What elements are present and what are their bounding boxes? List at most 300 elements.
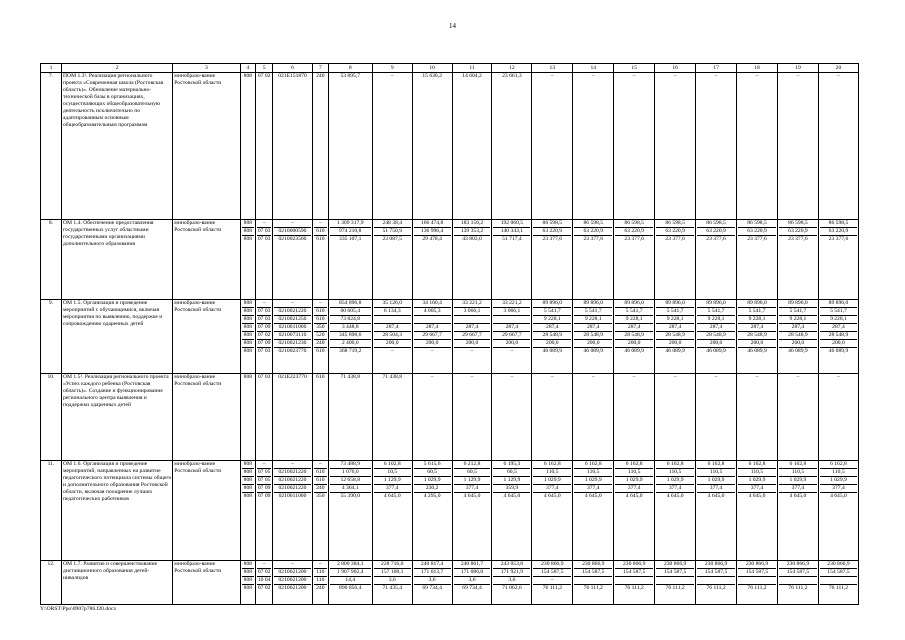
value-cell xyxy=(492,461,532,561)
value: 4 645,0 xyxy=(615,492,653,500)
value: 610 xyxy=(314,347,327,355)
value: 6 162,8 xyxy=(584,461,602,467)
value: 9 228,1 xyxy=(738,315,776,323)
value: 60,5 xyxy=(414,468,451,476)
value: 183 156,2 xyxy=(460,220,484,226)
value: 6 162,8 xyxy=(666,461,684,467)
value: 76 111,2 xyxy=(574,584,612,592)
value-cell xyxy=(614,300,655,374)
value: 10,5 xyxy=(374,468,411,476)
value: 610 xyxy=(314,476,327,484)
value xyxy=(779,576,817,584)
value: 9 228,1 xyxy=(533,315,571,323)
value xyxy=(656,576,694,584)
value: 4 005,3 xyxy=(414,307,451,315)
value: 63 220,9 xyxy=(656,227,694,235)
value: 240 xyxy=(314,584,327,592)
value: 63 220,9 xyxy=(574,227,612,235)
value: – xyxy=(454,347,491,355)
value: 021E151870 xyxy=(278,73,307,79)
value-cell xyxy=(240,220,256,300)
value: 808 xyxy=(243,220,253,226)
value-cell xyxy=(240,300,256,374)
column-number: 7 xyxy=(312,64,328,73)
value: 0210021200 xyxy=(274,576,311,584)
value: 15 630,2 xyxy=(422,73,442,79)
value: 69 734,4 xyxy=(414,584,451,592)
value-cell xyxy=(696,220,737,300)
value: 240 xyxy=(314,339,327,347)
value: – xyxy=(837,374,840,380)
value xyxy=(820,576,857,584)
value-cell xyxy=(655,220,696,300)
value: 021E223770 xyxy=(278,374,307,380)
value-cell xyxy=(273,561,313,605)
value: 35 126,0 xyxy=(382,300,403,306)
value: 1 029,9 xyxy=(820,476,857,484)
value: 287,4 xyxy=(656,323,694,331)
value: 28 548,9 xyxy=(697,331,735,339)
value-cell xyxy=(412,561,452,605)
value: 5 541,7 xyxy=(615,307,653,315)
value: 1 029,9 xyxy=(533,476,571,484)
value: 154 587,5 xyxy=(615,568,653,576)
value: 2 800 384,1 xyxy=(336,561,364,567)
column-number: 16 xyxy=(655,64,696,73)
value: 1 309 317,9 xyxy=(336,220,364,226)
value: 0210021200 xyxy=(274,584,311,592)
value: 287,4 xyxy=(615,323,653,331)
value-cell xyxy=(312,73,328,220)
value: 55 390,0 xyxy=(330,492,371,500)
value-cell xyxy=(818,561,858,605)
value: 808 xyxy=(242,323,255,331)
value: 287,4 xyxy=(374,323,411,331)
value: 5 541,7 xyxy=(779,307,817,315)
row-number: 12. xyxy=(41,561,62,605)
value: 230 866,9 xyxy=(745,561,769,567)
value: 808 xyxy=(242,347,255,355)
column-number: 5 xyxy=(256,64,273,73)
value: 808 xyxy=(242,235,255,243)
value: 46 089,9 xyxy=(820,347,857,355)
value: 200,0 xyxy=(779,339,817,347)
value: 1 129,9 xyxy=(374,476,411,484)
value: – xyxy=(262,220,266,226)
value: 89 896,0 xyxy=(788,300,808,306)
value: 28 548,9 xyxy=(533,331,571,339)
value: 5 541,7 xyxy=(574,307,612,315)
value: 71 438,8 xyxy=(340,374,361,380)
value-cell xyxy=(737,73,778,220)
value: 1 907 902,4 xyxy=(330,568,371,576)
value: 73 488,9 xyxy=(340,461,361,467)
value: 5 541,7 xyxy=(656,307,694,315)
value: 110,5 xyxy=(574,468,612,476)
table-row xyxy=(41,461,859,561)
value: 07 03 xyxy=(257,348,271,354)
value: 4 645,0 xyxy=(454,492,491,500)
value: 4 645,0 xyxy=(574,492,612,500)
value-cell xyxy=(256,73,273,220)
value-cell xyxy=(312,561,328,605)
value: 230 866,9 xyxy=(786,561,810,567)
value: 6 212,8 xyxy=(463,461,481,467)
value: 157 108,1 xyxy=(374,568,411,576)
value: 243 053,8 xyxy=(500,561,524,567)
value: 200,0 xyxy=(574,339,612,347)
value: 51 717,4 xyxy=(493,235,530,243)
value: 200,0 xyxy=(656,339,694,347)
value-cell xyxy=(328,73,372,220)
value: 377,4 xyxy=(738,484,776,492)
value: 287,4 xyxy=(414,323,451,331)
value: 60,5 xyxy=(454,468,491,476)
value: 377,4 xyxy=(454,484,491,492)
table-row xyxy=(41,561,859,605)
value: 07 03 xyxy=(257,374,271,380)
value-cell xyxy=(532,300,573,374)
value: 287,4 xyxy=(454,323,491,331)
value-cell xyxy=(696,374,737,461)
column-number: 14 xyxy=(573,64,614,73)
value-cell xyxy=(655,461,696,561)
value: – xyxy=(796,374,800,380)
value: 6 102,8 xyxy=(383,461,401,467)
value: 350 xyxy=(314,492,327,500)
value-cell xyxy=(412,461,452,561)
value: 230 866,9 xyxy=(582,561,605,567)
value: 808 xyxy=(242,227,255,235)
value: – xyxy=(262,300,266,306)
file-path-footer: Y:\ORST\Ppo\0907p786.f20.docx xyxy=(40,606,117,612)
value: 76 111,2 xyxy=(656,584,694,592)
value-cell xyxy=(240,374,256,461)
value: 1 129,9 xyxy=(454,476,491,484)
value-cell xyxy=(532,73,573,220)
value-cell xyxy=(573,220,614,300)
value: 200,0 xyxy=(454,339,491,347)
value-cell xyxy=(696,300,737,374)
value: 53 895,7 xyxy=(340,73,361,79)
value: 1 029,9 xyxy=(574,476,612,484)
value: 154 587,5 xyxy=(738,568,776,576)
value: 4 295,0 xyxy=(414,492,451,500)
value: 230 866,9 xyxy=(623,561,646,567)
value: 3 066,1 xyxy=(454,307,491,315)
value: 200,0 xyxy=(738,339,776,347)
value-cell xyxy=(312,300,328,374)
value-cell xyxy=(532,461,573,561)
value-cell xyxy=(573,73,614,220)
value: 1 076,0 xyxy=(330,468,371,476)
value: 5 541,7 xyxy=(738,307,776,315)
value: 287,4 xyxy=(779,323,817,331)
value: 171 921,9 xyxy=(493,568,530,576)
value-cell xyxy=(655,561,696,605)
value: 808 xyxy=(242,331,255,339)
value: 23 377,6 xyxy=(533,235,571,243)
value-cell xyxy=(372,374,412,461)
value-cell xyxy=(372,220,412,300)
value: 377,4 xyxy=(574,484,612,492)
value-cell xyxy=(452,374,492,461)
value: 230 866,9 xyxy=(704,561,728,567)
value: 63 220,9 xyxy=(697,227,735,235)
value: 0210021220 xyxy=(274,484,311,492)
value: 76 111,2 xyxy=(820,584,857,592)
value-cell xyxy=(452,461,492,561)
value: 12 658,8 xyxy=(330,476,371,484)
value-cell xyxy=(614,220,655,300)
value-cell xyxy=(240,561,256,605)
value-cell xyxy=(412,73,452,220)
value: 230 866,9 xyxy=(541,561,564,567)
value: 89 896,0 xyxy=(624,300,644,306)
value: 200,0 xyxy=(615,339,653,347)
value: 3 066,1 xyxy=(493,307,530,315)
value-cell xyxy=(777,73,818,220)
value-cell xyxy=(818,73,858,220)
value: 200,0 xyxy=(374,339,411,347)
value xyxy=(615,576,653,584)
value: 4 645,0 xyxy=(493,492,530,500)
value-cell xyxy=(655,374,696,461)
value: 46 089,9 xyxy=(533,347,571,355)
value: 6 195,3 xyxy=(503,461,521,467)
value: 4 645,0 xyxy=(697,492,735,500)
value: 154 587,5 xyxy=(697,568,735,576)
executor: минобразо-вание Ростовской области xyxy=(173,300,240,374)
value: 0210073110 xyxy=(274,331,311,339)
value-cell xyxy=(655,73,696,220)
column-number: 2 xyxy=(62,64,173,73)
value-cell xyxy=(492,73,532,220)
column-number: 4 xyxy=(240,64,256,73)
value: 6 162,8 xyxy=(748,461,766,467)
value: 110 xyxy=(314,576,327,584)
value xyxy=(574,576,612,584)
value: 808 xyxy=(242,484,255,492)
value-cell xyxy=(452,220,492,300)
value: 23 377,6 xyxy=(574,235,612,243)
value-cell xyxy=(372,300,412,374)
value: 07 09 xyxy=(257,493,271,499)
value: 110,5 xyxy=(738,468,776,476)
column-number: 13 xyxy=(532,64,573,73)
column-number: 8 xyxy=(328,64,372,73)
value: 154 587,5 xyxy=(820,568,857,576)
value: 377,4 xyxy=(533,484,571,492)
value: 28 548,9 xyxy=(820,331,857,339)
value-cell xyxy=(372,461,412,561)
value: 3,6 xyxy=(493,576,530,584)
value: 1 129,9 xyxy=(493,476,530,484)
value: 28 548,9 xyxy=(779,331,817,339)
value-cell xyxy=(312,374,328,461)
table-row xyxy=(41,374,859,461)
table-row xyxy=(41,300,859,374)
value: 71 435,4 xyxy=(374,584,411,592)
column-number: 19 xyxy=(777,64,818,73)
value: 23 377,6 xyxy=(697,235,735,243)
value: 29 667,7 xyxy=(414,331,451,339)
value: 3,6 xyxy=(414,576,451,584)
value: 808 xyxy=(243,300,253,306)
value: 86 598,5 xyxy=(542,220,563,226)
value: 89 896,0 xyxy=(747,300,767,306)
value: 86 598,5 xyxy=(706,220,726,226)
value-cell xyxy=(532,561,573,605)
value: 200,0 xyxy=(697,339,735,347)
value: 287,4 xyxy=(574,323,612,331)
value: – xyxy=(262,461,266,467)
value-cell xyxy=(777,300,818,374)
value: 4 645,0 xyxy=(656,492,694,500)
value: – xyxy=(510,374,514,380)
value: 610 xyxy=(314,468,327,476)
measure-name: ОМ 1.4. Обеспечение предоставления государственных услуг областными государственными организациями дополнительного образования xyxy=(62,220,173,300)
value: 23 377,6 xyxy=(820,235,857,243)
value: 07 02 xyxy=(257,585,271,591)
value: 1 029,9 xyxy=(656,476,694,484)
value: 9 228,1 xyxy=(615,315,653,323)
value: – xyxy=(533,576,571,584)
value: – xyxy=(291,461,294,467)
value: 610 xyxy=(316,374,325,380)
value-cell xyxy=(492,561,532,605)
value: 2 400,0 xyxy=(330,339,371,347)
value: 63 220,9 xyxy=(820,227,857,235)
value: 46 089,9 xyxy=(697,347,735,355)
value-cell xyxy=(328,561,372,605)
value-cell xyxy=(273,374,313,461)
value: 4 364,1 xyxy=(330,484,371,492)
value: – xyxy=(291,220,294,226)
value: 86 598,5 xyxy=(788,220,808,226)
value: 86 598,5 xyxy=(828,220,849,226)
value: 07 09 xyxy=(257,485,271,491)
column-number: 3 xyxy=(173,64,240,73)
value: 610 xyxy=(314,315,327,323)
value: 76 111,2 xyxy=(615,584,653,592)
value-cell xyxy=(696,73,737,220)
table-row xyxy=(41,220,859,300)
value: 4 645,0 xyxy=(779,492,817,500)
value: 46 089,9 xyxy=(615,347,653,355)
column-number: 12 xyxy=(492,64,532,73)
value: 240 861,7 xyxy=(460,561,484,567)
value: – xyxy=(673,374,677,380)
value: 14 604,2 xyxy=(462,73,482,79)
value-cell xyxy=(256,220,273,300)
value: 110,5 xyxy=(533,468,571,476)
value: – xyxy=(318,220,322,226)
value: 1 029,9 xyxy=(615,476,653,484)
value: 29 478,4 xyxy=(414,235,451,243)
value: 240 817,4 xyxy=(420,561,444,567)
value: 6 162,8 xyxy=(543,461,561,467)
value: 89 896,0 xyxy=(583,300,604,306)
value: 808 xyxy=(243,374,253,380)
value-cell xyxy=(696,461,737,561)
value: 76 111,2 xyxy=(697,584,735,592)
value: 23 377,6 xyxy=(656,235,694,243)
value-cell xyxy=(737,374,778,461)
value: 29 667,7 xyxy=(493,331,530,339)
value-cell xyxy=(818,220,858,300)
value: 4 645,0 xyxy=(533,492,571,500)
value: 76 111,2 xyxy=(533,584,571,592)
value: 46 089,9 xyxy=(779,347,817,355)
value: 3,6 xyxy=(454,576,491,584)
value: 808 xyxy=(242,476,255,484)
value: 350 xyxy=(314,323,327,331)
value: 171 086,0 xyxy=(454,568,491,576)
executor: минобразо-вание Ростовской области xyxy=(173,561,240,605)
page-number: 14 xyxy=(449,22,456,30)
value-cell xyxy=(256,461,273,561)
value: 248 38,4 xyxy=(382,220,403,226)
value-cell xyxy=(452,300,492,374)
value-cell xyxy=(737,300,778,374)
value: 9 228,1 xyxy=(697,315,735,323)
row-number: 9. xyxy=(41,300,62,374)
value: 07 05 xyxy=(257,469,271,475)
value: 76 111,2 xyxy=(738,584,776,592)
row-number: 7. xyxy=(41,73,62,220)
value: 0210021220 xyxy=(274,307,311,315)
value: 43 803,0 xyxy=(454,235,491,243)
value: 154 587,5 xyxy=(533,568,571,576)
value: 335 107,1 xyxy=(330,235,371,243)
value-cell xyxy=(372,561,412,605)
value-cell xyxy=(737,561,778,605)
value: 377,4 xyxy=(779,484,817,492)
value: 0210000590 xyxy=(274,227,311,235)
value-cell xyxy=(696,561,737,605)
value: 0210011000 xyxy=(274,323,311,331)
value-cell xyxy=(573,300,614,374)
value: 89 896,0 xyxy=(706,300,726,306)
value: 6 162,8 xyxy=(707,461,725,467)
value: 287,4 xyxy=(493,323,530,331)
value: 610 xyxy=(314,227,327,235)
value: 0210021220 xyxy=(274,468,311,476)
value: 192 060,5 xyxy=(500,220,524,226)
value: 228 716,0 xyxy=(381,561,404,567)
value: 07 02 xyxy=(257,332,271,338)
executor: минобразо-вание Ростовской области xyxy=(173,374,240,461)
value: 808 xyxy=(243,561,253,567)
value-cell xyxy=(655,300,696,374)
value: 0210021220 xyxy=(274,476,311,484)
value: 33 221,2 xyxy=(502,300,522,306)
value: 377,4 xyxy=(656,484,694,492)
value: 63 220,9 xyxy=(738,227,776,235)
value: 9 228,1 xyxy=(820,315,857,323)
value xyxy=(414,315,451,323)
value: 07 05 xyxy=(257,477,271,483)
value: – xyxy=(550,73,554,79)
value-cell xyxy=(818,374,858,461)
value: 4 645,0 xyxy=(374,492,411,500)
value-cell xyxy=(614,73,655,220)
column-number: 10 xyxy=(412,64,452,73)
column-number: 17 xyxy=(696,64,737,73)
value: – xyxy=(493,347,530,355)
value: 63 220,9 xyxy=(779,227,817,235)
